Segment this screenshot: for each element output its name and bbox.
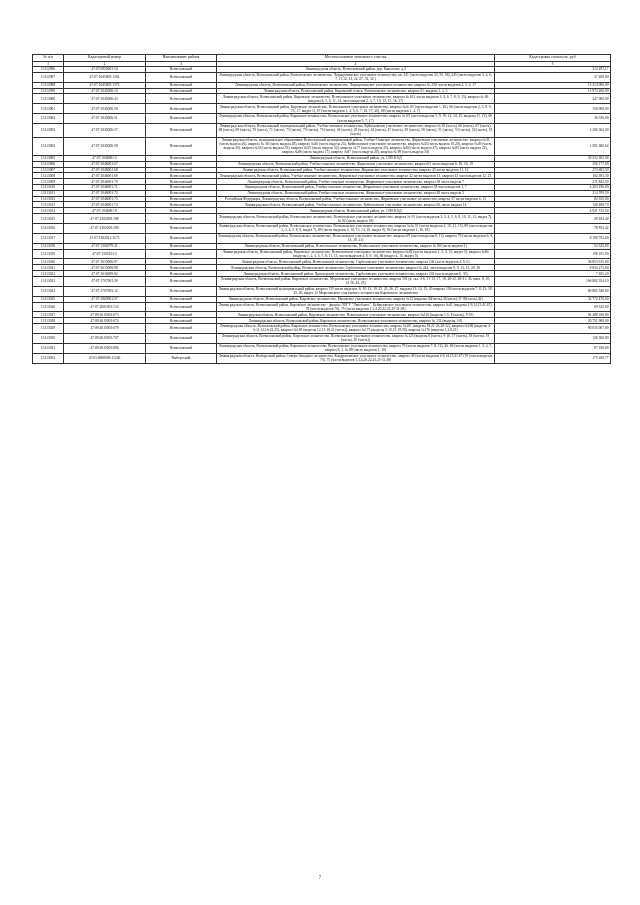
table-row [33, 333, 611, 343]
parcel-location: Ленинградская область, Всеволожский район, Всеволожское лесничество, Гарболовское участковое лесничество, квартал № 244, части выделов 8, 9, 13, 15, 29, 30 [217, 265, 495, 271]
row-number: 13113005 [33, 155, 64, 161]
row-number: 13113002 [33, 114, 64, 124]
district-name: Всеволожский [146, 249, 217, 259]
row-number: 13113013 [33, 202, 64, 208]
header-cadastral-value: Кадастровая стоимость, руб [495, 55, 611, 62]
parcel-location: Ленинградская область, Всеволожский муниципальный район, квартал 135 части выделов, 6, 10, 12, 19, 23, 25, 26, 27, выделы 13, 14, 15, 20 квартал 136 части выделов 7, 8, 13, 18, 25, 26, выдел 12 Морозовского участкового лесничества Кировского лесничества [217, 286, 495, 296]
parcel-location: Ленинградская область, Всеволожский район, Кировское лесничество, Всеволожское участковое лесничество, квартал №101 (выделы 18,21-23,28-32), квартал №168 (выделы 4-6,11,12,16-22,25), квартал №169 (выделы 12,13-18,22 (часть)), квартал №173 (выделы 5-10,13-19,30), квартал №176 (выделы 1,2,8,21) [217, 324, 495, 334]
cadastral-value: 36 853 915,00 [495, 259, 611, 265]
cadastral-value: 82 935,00 [495, 196, 611, 202]
column-number: 5 [495, 61, 611, 66]
row-number: 13113021 [33, 265, 64, 271]
cadastral-value: 7 405,20 [495, 271, 611, 277]
district-name: Всеволожский [146, 243, 217, 249]
parcel-location: Ленинградская область, Всеволожский район, Кировское лесничество, Всеволожское участковое лесничество, квартал №82 (части выделов 1, 2, 4, 13, выдел 3), квартал №84 (выделы 1, 2, 3, 5, 7, 8, 11, 13, части выделов 4, 6, 9, 10), 86 (выдел 4, 15, выдел 5) [217, 249, 495, 259]
district-name: Всеволожский [146, 72, 217, 82]
parcel-location: Ленинградская область, Всеволожский район, Учебно-опытное лесничество, Жерновское участковое лесничество, квартал 40 часть выдела 3 [217, 190, 495, 196]
row-number: 13113027 [33, 312, 64, 318]
district-name: Всеволожский [146, 161, 217, 167]
parcel-location: Ленинградская область, Всеволожский район, Всеволожское лесничество, Черноречинское участковое лесничество, квартал № 230, части выделов 2, 3, 4, 17 [217, 82, 495, 88]
district-name: Всеволожский [146, 233, 217, 243]
column-number: 3 [146, 61, 217, 66]
cadastral-number: 47:07:2001001:133 [64, 302, 146, 312]
cadastral-number: 47:07:1707001:29 [64, 276, 146, 286]
parcel-location: Ленинградская область, муниципальное образование Всеволожский муниципальный район, Учебно-Опытное лесничество, Жерновское участковое лесничество, квартал №35 (часть выдела 26), квартал № 36 (часть выдела 28), квартал №36 (часть выдела 23), Куйвозовское участковое лесничество, квартал №43 (часть выдела 10,20), квартал №49 (часть выдела 20), квартал №54 (часть выдела 35), квартал №55 (часть выдела 32), квартал №77 (часть выдела 25), квартал №84 (часть выдела 47), квартал №85 (часть выдела 22), квартал №86 (часть выдела 17), квартал №87 (часть выдела 20), квартал № 89 (часть выдела 34) [217, 137, 495, 155]
cadastral-number: 47:07:1045006:57 [64, 123, 146, 137]
table-row [33, 324, 611, 334]
district-name: Всеволожский [146, 343, 217, 353]
district-name: Всеволожский [146, 224, 217, 234]
parcel-location: Ленинградская область, Всеволожский район, Кировское лесничество, Всеволожское участковое лесничество, квартал № 132 (выделы 1-8) [217, 318, 495, 324]
parcel-location: Ленинградская область, Всеволожский район, уч. СПб-КАД [217, 208, 495, 214]
row-number: 13113024 [33, 286, 64, 296]
parcel-location: Ленинградская область, Всеволожский район, Кировское лесничество, Всеволожское участковое лесничество, квартал №№ 65 (части выделов 1, 16), 66 (части выделов 2, 3, 8, 9, 15, 17, выдел 1), 67 (части выделов 1, 4, 5, 6, 7, 16, 17, 20), 68 (части выделов 1, 2, 7) [217, 104, 495, 114]
header-cadastral-number: Кадастровый номер [64, 55, 146, 62]
district-name: Всеволожский [146, 302, 217, 312]
cadastral-number: 47:07:1046001:68 [64, 167, 146, 173]
row-number: 13113031 [33, 343, 64, 353]
table-row [33, 72, 611, 82]
row-number: 13113030 [33, 333, 64, 343]
cadastral-number: 47:07:1302005:188 [64, 214, 146, 224]
cadastral-number: 47:07:1045005:1374 [64, 82, 146, 88]
row-number: 13112987 [33, 72, 64, 82]
row-number: 13112999 [33, 88, 64, 94]
parcel-location: Ленинградская область, Всеволожский район, Кировское лесничество, Морозовское участковое лесничество, квартал 101 (в. скл. 3-6, 11-13, 17, 18, 20-23, 28-31, 33; внел. 8, 10, 14-16, 24, 25) [217, 276, 495, 286]
cadastral-number: 47:07:1045005:1302 [64, 72, 146, 82]
district-name: Всеволожский [146, 196, 217, 202]
district-name: Всеволожский [146, 82, 217, 88]
cadastral-value: 29 494,40 [495, 214, 611, 224]
district-name: Всеволожский [146, 333, 217, 343]
row-number: 13113007 [33, 167, 64, 173]
cadastral-number: 47:07:1046001:8 [64, 208, 146, 214]
cadastral-value: 273 683,50 [495, 167, 611, 173]
cadastral-value: 126 488,70 [495, 202, 611, 208]
district-name: Всеволожский [146, 137, 217, 155]
cadastral-number: 47:09:2615001:674 [64, 318, 146, 324]
parcel-location: Ленинградская область, Всеволожский район, Учебно-опытное лесничество, Жерновское участковое лесничество, квартал 38 части выделов 1, 7 [217, 184, 495, 190]
district-name: Всеволожский [146, 259, 217, 265]
row-number: 13113032 [33, 353, 64, 363]
cadastral-number: 47:07:1046001:5 [64, 155, 146, 161]
row-number: 13113020 [33, 259, 64, 265]
cadastral-number: 47:09:2615001:707 [64, 333, 146, 343]
cadastral-number: 47:07:1045006:13 [64, 88, 146, 94]
parcel-location: Ленинградская область, Всеволожский район, Учебно-опытное лесничество, Жерновское участковое лесничество, квартал 42 части выделов 11, квартал 43 части выделов 12, 23 [217, 173, 495, 179]
parcel-location: Ленинградская область, Всеволожский район, Учебно-опытное лесничество, Жерновское участковое лесничество, квартал 38 часть выдела 7 [217, 179, 495, 185]
cadastral-number: 47:07:1046001:72 [64, 190, 146, 196]
district-name: Всеволожский [146, 114, 217, 124]
parcel-location: Ленинградская область, Всеволожский район, Приозерское лесничество, Гарболовское участковое лесничество, квартал 244 (часть выделов 6, 30) [217, 271, 495, 277]
row-number: 13113016 [33, 224, 64, 234]
column-number: 1 [33, 61, 64, 66]
parcel-location: Российская Федерация, Ленинградская область, Всеволожский район, Учебно-опытное лесничество, Жерновское участковое лесничество, квартал 37 части выделов 4, 13 [217, 196, 495, 202]
row-number: 13113010 [33, 184, 64, 190]
cadastral-value-table [32, 54, 611, 364]
cadastral-number: 47:07:1616009:92 [64, 271, 146, 277]
cadastral-number: 47:07:1505153:5 [64, 249, 146, 259]
cadastral-number: 47:07:1615006:97 [64, 259, 146, 265]
cadastral-value: 175 260,77 [495, 353, 611, 363]
cadastral-number: 47:09:2615001:673 [64, 312, 146, 318]
table-row [33, 224, 611, 234]
row-number: 13113015 [33, 214, 64, 224]
parcel-location: Ленинградская область, Всеволожский район, Кировское лесничество, Всеволожское участковое лесничество, квартал № 65 (части выделов 5, 9, 10, 12, 14, 15, выделы 11, 13), 66 (части выделов 5, 7, 17) [217, 114, 495, 124]
cadastral-number: 47:07:1045006:50 [64, 104, 146, 114]
parcel-location: Ленинградская область, Всеволожский район, Кировское лесничество, Всеволожское участковое лесничество, квартал 70 (части выделов 7, 8, 12), 26, 84 (части выделов 1, 3, 4, 7, квартал 8, 2, № 88 (часть выделов 1, 10) [217, 343, 495, 353]
district-name: Всеволожский [146, 296, 217, 302]
cadastral-value: 312 297,17 [495, 66, 611, 72]
district-name: Всеволожский [146, 179, 217, 185]
cadastral-number: 47:01:0000000:11240 [64, 353, 146, 363]
row-number: 13112986 [33, 66, 64, 72]
row-number: 13113029 [33, 324, 64, 334]
row-number: 13113018 [33, 243, 64, 249]
table-row [33, 114, 611, 124]
cadastral-number: 47:07:1302005:189 [64, 224, 146, 234]
cadastral-value: 1 581 600,64 [495, 137, 611, 155]
row-number: 13113000 [33, 94, 64, 104]
row-number: 13113011 [33, 190, 64, 196]
cadastral-value: 90 035 007,00 [495, 324, 611, 334]
parcel-location: Ленинградская область, Всеволожский район, уч. СПб-КАД [217, 155, 495, 161]
cadastral-value: 214 709,50 [495, 190, 611, 196]
cadastral-number: 47:09:2615001:679 [64, 324, 146, 334]
district-name: Всеволожский [146, 94, 217, 104]
row-number: 13112988 [33, 82, 64, 88]
parcel-location: Ленинградская область, Всеволожский район, Кировский сельск. Всеволожское лесничество, квартал 51, выделы 1, 2, 3 [217, 88, 495, 94]
header-district: Наименование района [146, 55, 217, 62]
cadastral-number: 47:07:1045006:51 [64, 114, 146, 124]
district-name: Всеволожский [146, 190, 217, 196]
district-name: Всеволожский [146, 184, 217, 190]
cadastral-number: 47:07:1869001:57 [64, 296, 146, 302]
cadastral-number: 47:07:1045006:43 [64, 94, 146, 104]
page-number: 7 [318, 876, 322, 881]
cadastral-value: 20 751 900,00 [495, 318, 611, 324]
cadastral-value: 15 414 006,00 [495, 82, 611, 88]
table-header-row [33, 55, 611, 62]
cadastral-number: 47:09:2615001:806 [64, 343, 146, 353]
parcel-location: Ленинградская область, Всеволожский район, Кировское лесничество - филиал ЛОГУ "Ленобллес", Куйвозовское участковое лесничество, квартал №41 (выделы 2-9,14,15,41,67), 78 (части выделов 70), 75 (части выделов 1,3,4,20,22,23,25-31,38) [217, 302, 495, 312]
cadastral-number: 47:07:1302011:3175 [64, 233, 146, 243]
parcel-location: Ленинградская область, Всеволожский район, Учебно-опытное лесничество, Куйвозовское участковое лесничество, квартал 56, часть выдела 14 [217, 202, 495, 208]
parcel-location: Ленинградская область, Всеволожский муниципальный район, Учебно-опытное лесничество, Куйвозовское участковое лесничество, квартал № 65 (часть), 66 (часть), 67 (часть), 68 (часть), 69 (часть), 70 (часть), 71 (часть), 73 (часть), 75 (часть), 76 (часть), 46 (часть), 45 (часть), 44 (часть), 47 (часть), 49 (часть), 50 (часть), 51 (часть), 53 (часть), 54 (часть), 55 (часть) [217, 123, 495, 137]
row-number: 13113028 [33, 318, 64, 324]
parcel-location: Ленинградская область, Всеволожский район, Кировское лесничество, Всеволожское участковое лесничество, квартал №120 (выделы 1-5, 8 (часть), 9-19) [217, 312, 495, 318]
district-name: Всеволожский [146, 202, 217, 208]
table-row [33, 233, 611, 243]
row-number: 13113003 [33, 123, 64, 137]
row-number: 13113006 [33, 161, 64, 167]
cadastral-value: 156 000,00 [495, 104, 611, 114]
district-name: Всеволожский [146, 167, 217, 173]
cadastral-value: 2 206 363,30 [495, 123, 611, 137]
cadastral-value: 69 525,00 [495, 302, 611, 312]
table-row [33, 343, 611, 353]
cadastral-value: 4 204 196,00 [495, 184, 611, 190]
district-name: Всеволожский [146, 318, 217, 324]
document-page [32, 54, 610, 364]
cadastral-value: 102 393,30 [495, 173, 611, 179]
cadastral-value: 247 000,00 [495, 94, 611, 104]
header-location: Местоположение земельного участка [217, 55, 495, 62]
district-name: Всеволожский [146, 312, 217, 318]
table-row [33, 214, 611, 224]
parcel-location: Ленинградская область, Всеволожский район, Кировское лесничество, Всеволожское участковое лесничество, квартал №125 (выделы 6 (часть), 9-16, 17 (часть), 18 (часть), 19 (часть), 20 (часть)) [217, 333, 495, 343]
table-row [33, 137, 611, 155]
table-row [33, 276, 611, 286]
cadastral-value: 37 400,00 [495, 72, 611, 82]
parcel-location: Ленинградская область, Всеволожский район, дер. Кавголово, д.2 [217, 66, 495, 72]
cadastral-value: 39 532 305,00 [495, 155, 611, 161]
district-name: Всеволожский [146, 123, 217, 137]
cadastral-value: 92 488 160,00 [495, 312, 611, 318]
row-number: 13113022 [33, 271, 64, 277]
row-number: 13113009 [33, 179, 64, 185]
header-number: № п/п [33, 55, 64, 62]
district-name: Выборгский [146, 353, 217, 363]
cadastral-number: 47:07:1615009:98 [64, 265, 146, 271]
cadastral-value: 8 190 792,00 [495, 233, 611, 243]
cadastral-value: 8 834 273,00 [495, 265, 611, 271]
district-name: Всеволожский [146, 66, 217, 72]
column-number: 2 [64, 61, 146, 66]
table-body [33, 66, 611, 363]
cadastral-value: 4 921 733,50 [495, 208, 611, 214]
row-number: 13113004 [33, 137, 64, 155]
row-number: 13113001 [33, 104, 64, 114]
district-name: Всеволожский [146, 271, 217, 277]
cadastral-value: 166 882 354,10 [495, 276, 611, 286]
cadastral-number: 47:07:1046001:67 [64, 161, 146, 167]
parcel-location: Ленинградская область, Всеволожский район, Кировское лесничество, Всеволожское участковое лесничество, квартал № 62 ( части выделов 3, 4, 6, 7, 8, 9, 15), квартал № 69 (выделы 4, 5, 6, 11, 14, части выделов 2, 3, 7, 10, 12, 15, 16, 17) [217, 94, 495, 104]
row-number: 13113008 [33, 173, 64, 179]
cadastral-value: 87 100,00 [495, 343, 611, 353]
cadastral-value: 198 105,00 [495, 249, 611, 259]
cadastral-value: 80 865 540,00 [495, 286, 611, 296]
row-number: 13113012 [33, 196, 64, 202]
table-row [33, 286, 611, 296]
table-row [33, 94, 611, 104]
parcel-location: Ленинградская область, Всеволожский район, Кировское лесничество, Матокское участковое лесничество, квартал №12 (выделы 30(часть),31(часть),37-39(часть),42) [217, 296, 495, 302]
cadastral-value: 78 853,42 [495, 224, 611, 234]
row-number: 13113025 [33, 296, 64, 302]
cadastral-value: 36 556,00 [495, 114, 611, 124]
cadastral-number: 47:07:1046001:70 [64, 179, 146, 185]
table-row [33, 353, 611, 363]
cadastral-value: 32 772 470,00 [495, 296, 611, 302]
row-number: 13113026 [33, 302, 64, 312]
district-name: Всеволожский [146, 104, 217, 114]
district-name: Всеволожский [146, 214, 217, 224]
district-name: Всеволожский [146, 286, 217, 296]
cadastral-number: 47:07:1302079:21 [64, 243, 146, 249]
parcel-location: Ленинградская область, Всеволожский район, Всеволожское лесничество, Всеволожское участковое лесничество, квартал 69 (части выделов 8, 11), квартал 70 (части выделов 6, 9, 13, 20, 21) [218, 234, 493, 243]
district-name: Всеволожский [146, 88, 217, 94]
district-name: Всеволожский [146, 324, 217, 334]
cadastral-number: 47:07:1046001:74 [64, 202, 146, 208]
parcel-location: Ленинградская область, Всеволожский район, Всеволожское лесничество, Всеволожское участковое лесничество, квартал № 80 (часть выдела 1) [217, 243, 495, 249]
district-name: Всеволожский [146, 155, 217, 161]
parcel-location: Ленинградская область, Всеволожский район, Учебно-опытное лесничество, Жерновское участковое лесничество, квартал 43 части выделов 11, 12 [217, 167, 495, 173]
cadastral-number: 47:07:1045006:58 [64, 137, 146, 155]
cadastral-number: 47:07:1046001:73 [64, 196, 146, 202]
parcel-location: Ленинградская область, Выборгский район, Северо-Западное лесничество, Кондратьевское участковое лесничество, квартал 49 (части выделов 2-9,14,15,41,67) 78 (части выделов 70), 75 (части выделов 1,3,4,20,22,23,25-31,38) [217, 353, 495, 363]
cadastral-number: 47:07:0950001:54 [64, 66, 146, 72]
parcel-location: Ленинградская область, Всеволожский район, Учебно-опытное лесничество, Жерновское участковое лесничество, квартал 62 части выделов 6, 10, 16, 19 [217, 161, 495, 167]
parcel-location: Ленинградская область, Всеволожский район, Всеволожское лесничество, Всеволожское участковое лесничество, квартал №№ 91 (части выделов 2, 10, 11, 13), 89 (части выделов 2, 3, 4, 5, 8, 9, выдел 7), 89 (части выделов 4, 10, 13, 14, 16, выдел 9), 92 (части выделов 1, 16, 18) [217, 224, 495, 234]
cadastral-value: 271 842,50 [495, 179, 611, 185]
cadastral-value: 356 177,00 [495, 161, 611, 167]
table-row [33, 123, 611, 137]
parcel-location: Ленинградская область, Всеволожский район, Всеволожское лесничество, Всеволожское участковое лесничество, квартал № 91 (части выделов 2, 3, 4, 5, 6, 8, 10, 11, 12, выдел 7), № 92 (часть выдела 18) [217, 214, 495, 224]
cadastral-number: 47:07:1046001:71 [64, 184, 146, 190]
table-row [33, 302, 611, 312]
district-name: Всеволожский [146, 173, 217, 179]
table-row [33, 104, 611, 114]
cadastral-number: 47:07:1046001:69 [64, 173, 146, 179]
cadastral-number: 47:07:1707003:12 [64, 286, 146, 296]
parcel-location: Ленинградская область, Всеволожский район, Всеволожское лесничество, Черноречинское участковое лесничество, кв. 241 (части выделов 33, 55, 56), 245 (части выделов 3, 4, 6, 7, 11,12, 13, 22, 27, 31, 32 ) [217, 72, 495, 82]
row-number: 13113023 [33, 276, 64, 286]
district-name: Всеволожский [146, 276, 217, 286]
district-name: Всеволожский [146, 265, 217, 271]
parcel-location: Ленинградская область, Всеволожский район, Всеволожское лесничество, Гарболовское участковое лесничество, квартал 244 (часть выделов 4, 5, 6) [217, 259, 495, 265]
cadastral-value: 52 325,00 [495, 243, 611, 249]
row-number: 13113017 [33, 233, 64, 243]
table-row [33, 249, 611, 259]
cadastral-value: 13 973 260,00 [495, 88, 611, 94]
cadastral-value: 126 360,00 [495, 333, 611, 343]
row-number: 13113014 [33, 208, 64, 214]
column-number: 4 [217, 61, 495, 66]
district-name: Всеволожский [146, 208, 217, 214]
row-number: 13113019 [33, 249, 64, 259]
